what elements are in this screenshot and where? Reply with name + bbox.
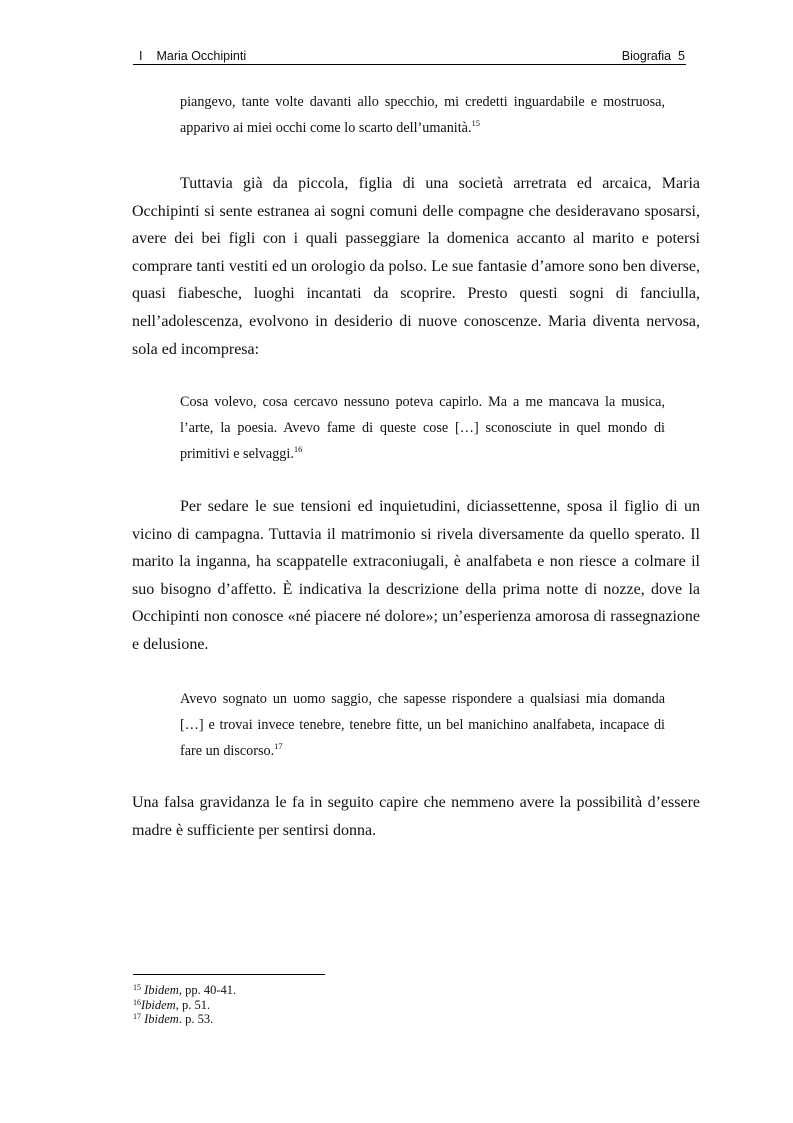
footnote-number: 17 (133, 1012, 141, 1021)
block-quote (180, 686, 665, 764)
footnote-source: Ibidem (144, 983, 179, 997)
page-number: 5 (678, 49, 685, 63)
footnote (133, 998, 236, 1013)
footnote (133, 983, 236, 998)
footnote-pages: , pp. 40-41. (178, 983, 237, 997)
footnote-pages: , p. 51. (175, 997, 211, 1012)
chapter-number: I (139, 49, 143, 63)
header-author: Maria Occhipinti (156, 49, 247, 63)
paragraph-text: Una falsa gravidanza le fa in seguito capire che nemmeno avere la possibilità d’essere madre è sufficiente per sentirsi donna. (132, 794, 700, 839)
paragraph-text: Tuttavia già da piccola, figlia di una società arretrata ed arcaica, Maria Occhipinti si sente estranea ai sogni comuni delle compagne che desideravano sposarsi, avere dei bei figli con i quali passeggiare la domenica accanto al marito e potersi comprare tanti vestiti ed un orologio da polso. Le sue fantasie d’amore sono ben diverse, quasi fiabesche, luoghi incantati da scoprire. Presto questi sogni di fanciulla, nell’adolescenza, evolvono in desiderio di nuove conoscenze. Maria diventa nervosa, sola ed incompresa: (132, 175, 700, 358)
header-section: Biografia (621, 49, 672, 63)
footnote-number: 16 (133, 997, 141, 1007)
quote-text: Avevo sognato un uomo saggio, che sapesse rispondere a qualsiasi mia domanda […] e trovai invece tenebre, tenebre fitte, un bel manichino analfabeta, incapace di fare un discorso. (180, 691, 665, 759)
body-paragraph (132, 170, 700, 363)
running-header (133, 50, 686, 65)
body-paragraph (132, 789, 700, 844)
footnote-source: Ibidem (141, 997, 176, 1012)
quote-text: piangevo, tante volte davanti allo specchio, mi credetti inguardabile e mostruosa, apparivo ai miei occhi come lo scarto dell’umanità. (180, 94, 665, 136)
footnote-ref: 16 (293, 444, 303, 454)
block-quote (180, 389, 665, 467)
footnote-number: 15 (133, 983, 141, 992)
footnote (133, 1012, 236, 1027)
footnote-ref: 15 (471, 118, 481, 128)
footnote-ref: 17 (274, 741, 283, 751)
block-quote (180, 89, 665, 141)
paragraph-text: Per sedare le sue tensioni ed inquietudini, diciassettenne, sposa il figlio di un vicino di campagna. Tuttavia il matrimonio si rivela diversamente da quello sperato. Il marito la inganna, ha scappatelle extraconiugali, è analfabeta e non riesce a colmare il suo bisogno d’affetto. È indicativa la descrizione della prima notte di nozze, dove la Occhipinti non conosce «né piacere né dolore»; un’esperienza amorosa di rassegnazione e delusione. (132, 498, 700, 653)
footnotes (133, 983, 236, 1027)
header-right (622, 50, 685, 63)
body-paragraph (132, 493, 700, 659)
footnote-source: Ibidem (144, 1012, 179, 1026)
footnote-pages: . p. 53. (178, 1012, 214, 1026)
quote-text: Cosa volevo, cosa cercavo nessuno poteva capirlo. Ma a me mancava la musica, l’arte, la poesia. Avevo fame di queste cose […] sconosciute in quel mondo di primitivi e selvaggi. (180, 394, 665, 462)
footnote-divider (133, 974, 325, 975)
header-left (139, 50, 246, 63)
